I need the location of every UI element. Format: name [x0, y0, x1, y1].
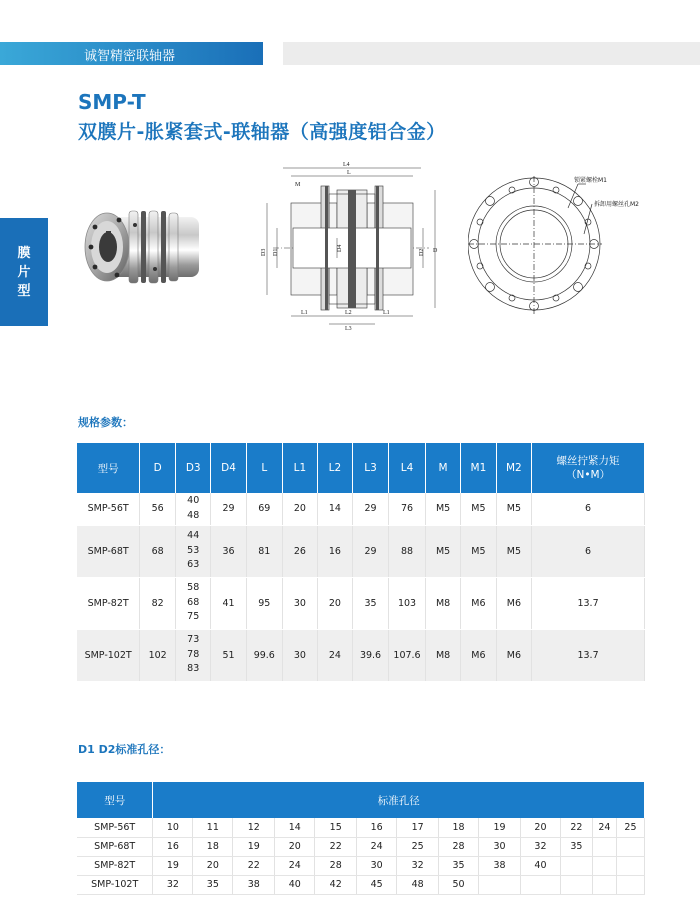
m1-cell: M5 [461, 493, 496, 525]
m2-cell: M5 [496, 493, 531, 525]
bore-cell: 20 [193, 856, 233, 875]
bore-section-title: D1 D2标准孔径： [78, 743, 171, 756]
spec-header-l2: L2 [317, 443, 352, 493]
l1-cell: 20 [282, 493, 317, 525]
l4-cell: 88 [389, 525, 426, 577]
m2-cell: M5 [496, 525, 531, 577]
side-tab-char: 型 [17, 283, 31, 299]
bore-cell: 40 [521, 856, 561, 875]
bore-cell [592, 837, 616, 856]
bore-cell: 24 [592, 818, 616, 837]
l4-cell: 76 [389, 493, 426, 525]
spec-header-m1: M1 [461, 443, 496, 493]
bore-cell: 22 [233, 856, 275, 875]
bore-cell: 32 [153, 875, 193, 894]
l4-cell: 107.6 [389, 629, 426, 681]
d3-value: 40 [187, 495, 200, 507]
m1-cell: M6 [461, 577, 496, 629]
torque-cell: 13.7 [532, 629, 645, 681]
table-row [77, 577, 645, 629]
dim-label-l1-left: L1 [301, 310, 308, 316]
dim-label-l4: L4 [343, 162, 350, 168]
section-drawing [253, 158, 445, 330]
d3-value: 53 [187, 544, 200, 556]
bore-cell [616, 837, 644, 856]
bore-cell: 38 [233, 875, 275, 894]
end-view-drawing [468, 168, 690, 318]
torque-cell: 13.7 [532, 577, 645, 629]
bore-cell: 45 [357, 875, 397, 894]
d4-cell: 29 [211, 493, 246, 525]
category-side-tab[interactable] [0, 218, 48, 326]
table-row [77, 525, 645, 577]
spec-header-m2: M2 [496, 443, 531, 493]
bore-cell: 20 [275, 837, 315, 856]
d3-value: 78 [187, 648, 200, 660]
bore-header-sizes: 标准孔径 [153, 782, 645, 818]
spec-header-l3: L3 [352, 443, 388, 493]
d-cell: 82 [140, 577, 176, 629]
spec-header-l1: L1 [282, 443, 317, 493]
bore-cell: 38 [479, 856, 521, 875]
model-cell: SMP-102T [77, 875, 153, 894]
model-cell: SMP-82T [77, 577, 140, 629]
bore-cell: 35 [193, 875, 233, 894]
dim-label-d: D [433, 248, 438, 254]
bore-cell: 25 [616, 818, 644, 837]
dim-label-d3: D3 [261, 248, 267, 256]
brand-name: 诚智精密联轴器 [84, 49, 176, 64]
product-code: SMP-T [78, 90, 146, 114]
product-photo [77, 195, 211, 301]
d3-value: 75 [187, 611, 200, 623]
bore-cell: 18 [439, 818, 479, 837]
bore-cell: 32 [521, 837, 561, 856]
model-cell: SMP-82T [77, 856, 153, 875]
table-row [77, 818, 645, 837]
bore-cell: 48 [397, 875, 439, 894]
bore-cell [592, 856, 616, 875]
bore-cell: 24 [275, 856, 315, 875]
bore-cell: 11 [193, 818, 233, 837]
bore-cell: 28 [439, 837, 479, 856]
bore-cell: 30 [357, 856, 397, 875]
m-cell: M8 [425, 629, 460, 681]
model-cell: SMP-68T [77, 837, 153, 856]
torque-header-unit: （N•M） [566, 469, 611, 481]
table-row [77, 493, 645, 525]
product-name: 双膜片-胀紧套式-联轴器（高强度铝合金） [78, 121, 446, 143]
spec-header-torque [532, 443, 645, 493]
spec-header-m: M [425, 443, 460, 493]
bore-cell [560, 856, 592, 875]
dim-label-l1-right: L1 [383, 310, 390, 316]
lock-screw-label: 锁紧螺栓M1 [574, 177, 607, 184]
bore-cell: 24 [357, 837, 397, 856]
spec-header-row [77, 443, 645, 493]
m-cell: M5 [425, 525, 460, 577]
l1-cell: 30 [282, 577, 317, 629]
spec-header-d3: D3 [176, 443, 211, 493]
d3-value: 83 [187, 663, 200, 675]
spec-header-l: L [246, 443, 282, 493]
removal-hole-label: 拆卸用螺丝孔M2 [594, 201, 639, 208]
table-row [77, 837, 645, 856]
l-cell: 95 [246, 577, 282, 629]
l-cell: 81 [246, 525, 282, 577]
d3-value: 48 [187, 509, 200, 521]
l2-cell: 24 [317, 629, 352, 681]
dim-label-d4: D4 [337, 244, 343, 252]
l4-cell: 103 [389, 577, 426, 629]
torque-cell: 6 [532, 493, 645, 525]
m-cell: M8 [425, 577, 460, 629]
d4-cell: 41 [211, 577, 246, 629]
spec-table [77, 443, 645, 682]
bore-cell [616, 856, 644, 875]
header-band [0, 42, 263, 65]
d3-value: 68 [187, 596, 200, 608]
d3-value: 73 [187, 634, 200, 646]
bore-cell: 16 [357, 818, 397, 837]
d3-cell [176, 525, 211, 577]
model-cell: SMP-56T [77, 493, 140, 525]
dim-label-d2: D2 [419, 248, 425, 256]
m-cell: M5 [425, 493, 460, 525]
bore-cell: 12 [233, 818, 275, 837]
bore-cell: 42 [315, 875, 357, 894]
dim-label-d1: D1 [273, 248, 279, 256]
d3-cell [176, 577, 211, 629]
bore-cell [592, 875, 616, 894]
bore-cell [560, 875, 592, 894]
l-cell: 69 [246, 493, 282, 525]
model-cell: SMP-56T [77, 818, 153, 837]
d4-cell: 36 [211, 525, 246, 577]
l2-cell: 16 [317, 525, 352, 577]
torque-cell: 6 [532, 525, 645, 577]
d-cell: 102 [140, 629, 176, 681]
bore-cell: 15 [315, 818, 357, 837]
l3-cell: 29 [352, 493, 388, 525]
m2-cell: M6 [496, 577, 531, 629]
dim-label-l3: L3 [345, 326, 352, 330]
table-row [77, 875, 645, 894]
dim-label-l2: L2 [345, 310, 352, 316]
bore-cell: 28 [315, 856, 357, 875]
spec-header-d: D [140, 443, 176, 493]
bore-cell: 20 [521, 818, 561, 837]
table-row [77, 629, 645, 681]
d3-cell [176, 629, 211, 681]
bore-cell [479, 875, 521, 894]
bore-header-model: 型号 [77, 782, 153, 818]
d4-cell: 51 [211, 629, 246, 681]
model-cell: SMP-68T [77, 525, 140, 577]
bore-table [77, 782, 645, 895]
d-cell: 56 [140, 493, 176, 525]
l1-cell: 30 [282, 629, 317, 681]
bore-cell: 19 [479, 818, 521, 837]
table-row [77, 856, 645, 875]
dim-label-l: L [347, 170, 351, 176]
bore-cell: 35 [439, 856, 479, 875]
side-tab-char: 片 [17, 264, 31, 280]
bore-header-row [77, 782, 645, 818]
bore-cell: 25 [397, 837, 439, 856]
d3-value: 44 [187, 530, 200, 542]
l2-cell: 14 [317, 493, 352, 525]
l3-cell: 35 [352, 577, 388, 629]
d3-value: 63 [187, 559, 200, 571]
l3-cell: 39.6 [352, 629, 388, 681]
bore-cell [521, 875, 561, 894]
model-cell: SMP-102T [77, 629, 140, 681]
dim-label-m: M [295, 182, 301, 188]
side-tab-char: 膜 [17, 245, 31, 261]
spec-header-d4: D4 [211, 443, 246, 493]
bore-cell: 14 [275, 818, 315, 837]
bore-cell: 19 [233, 837, 275, 856]
bore-cell: 22 [315, 837, 357, 856]
d-cell: 68 [140, 525, 176, 577]
d3-value: 58 [187, 582, 200, 594]
l2-cell: 20 [317, 577, 352, 629]
spec-header-model: 型号 [77, 443, 140, 493]
spec-section-title: 规格参数： [78, 416, 133, 429]
bore-cell: 50 [439, 875, 479, 894]
bore-cell: 35 [560, 837, 592, 856]
bore-cell: 30 [479, 837, 521, 856]
m1-cell: M6 [461, 629, 496, 681]
bore-cell: 10 [153, 818, 193, 837]
m2-cell: M6 [496, 629, 531, 681]
bore-cell: 18 [193, 837, 233, 856]
l-cell: 99.6 [246, 629, 282, 681]
d3-cell [176, 493, 211, 525]
bore-cell: 32 [397, 856, 439, 875]
m1-cell: M5 [461, 525, 496, 577]
bore-cell: 22 [560, 818, 592, 837]
torque-header-line: 螺丝拧紧力矩 [556, 455, 620, 467]
bore-cell: 19 [153, 856, 193, 875]
spec-header-l4: L4 [389, 443, 426, 493]
bore-cell: 17 [397, 818, 439, 837]
l3-cell: 29 [352, 525, 388, 577]
l1-cell: 26 [282, 525, 317, 577]
header-gray-bar [283, 42, 700, 65]
bore-cell [616, 875, 644, 894]
bore-cell: 40 [275, 875, 315, 894]
bore-cell: 16 [153, 837, 193, 856]
